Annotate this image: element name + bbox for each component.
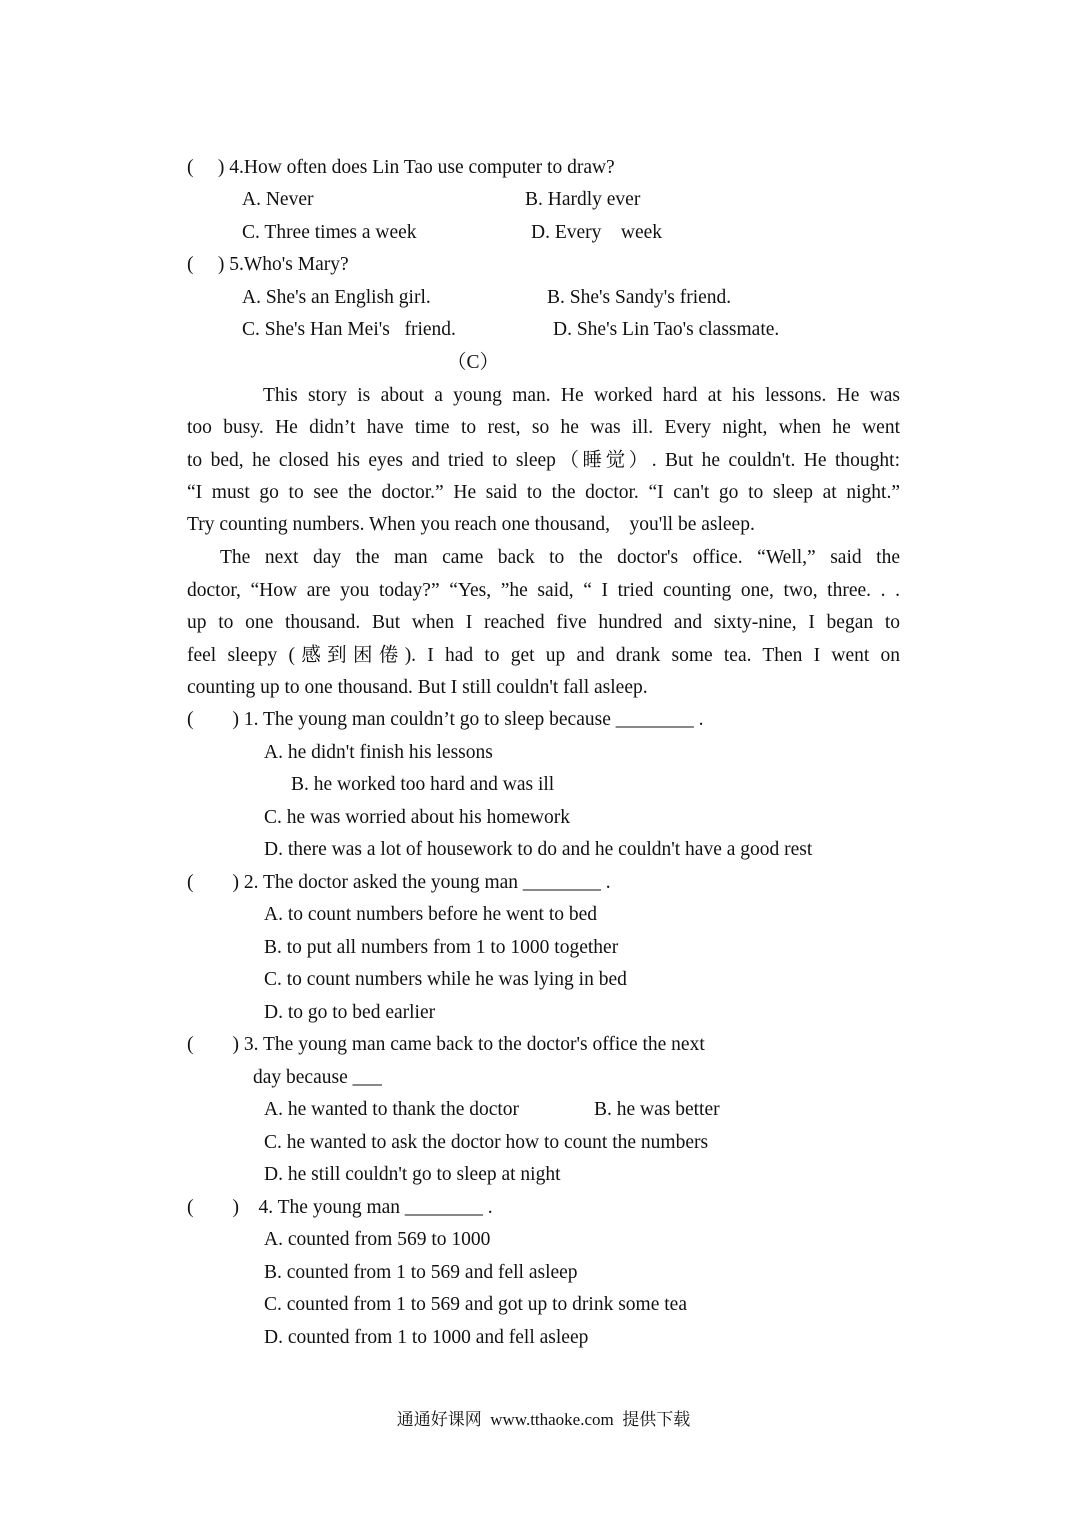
c-q1-option-d: D. there was a lot of housework to do and he couldn't have a good rest — [264, 839, 813, 860]
q4-option-a: A. Never — [242, 189, 314, 210]
q4-option-b: B. Hardly ever — [525, 189, 641, 210]
section-c-heading: （C） — [447, 352, 500, 373]
c-q4-option-a: A. counted from 569 to 1000 — [264, 1229, 491, 1250]
q5-option-b: B. She's Sandy's friend. — [547, 287, 732, 308]
passage-line-2: too busy. He didn’t have time to rest, so he was ill. Every night, when he went — [187, 417, 900, 438]
passage-line-4: “I must go to see the doctor.” He said to the doctor. “I can't go to sleep at night.” — [187, 482, 900, 503]
c-question-2-stem: ( ) 2. The doctor asked the young man ________ . — [187, 872, 611, 893]
c-q3-option-b: B. he was better — [594, 1099, 720, 1120]
c-q4-option-d: D. counted from 1 to 1000 and fell asleep — [264, 1327, 589, 1348]
c-q1-option-c: C. he was worried about his homework — [264, 807, 570, 828]
passage-line-7: doctor, “How are you today?” “Yes, ”he said, “ I tried counting one, two, three. . . — [187, 580, 900, 601]
c-question-4-stem: ( ) 4. The young man ________ . — [187, 1197, 493, 1218]
c-q2-option-d: D. to go to bed earlier — [264, 1002, 436, 1023]
q5-option-a: A. She's an English girl. — [242, 287, 431, 308]
passage-line-9: feel sleepy (感到困倦). I had to get up and drank some tea. Then I went on — [187, 645, 900, 666]
c-q1-option-a: A. he didn't finish his lessons — [264, 742, 493, 763]
passage-line-1: This story is about a young man. He worked hard at his lessons. He was — [263, 385, 900, 406]
passage-line-5: Try counting numbers. When you reach one thousand, you'll be asleep. — [187, 514, 755, 535]
c-q2-option-b: B. to put all numbers from 1 to 1000 together — [264, 937, 619, 958]
passage-line-3: to bed, he closed his eyes and tried to sleep（睡觉）. But he couldn't. He thought: — [187, 450, 900, 471]
c-q3-option-d: D. he still couldn't go to sleep at night — [264, 1164, 561, 1185]
c-q1-option-b: B. he worked too hard and was ill — [291, 774, 555, 795]
q4-option-d: D. Every week — [531, 222, 663, 243]
c-question-3-stem: ( ) 3. The young man came back to the doctor's office the next — [187, 1034, 705, 1055]
c-q2-option-a: A. to count numbers before he went to bed — [264, 904, 598, 925]
c-question-3-stem-cont: day because ___ — [253, 1067, 382, 1088]
question-4-stem: ( ) 4.How often does Lin Tao use computer to draw? — [187, 157, 615, 178]
c-q4-option-c: C. counted from 1 to 569 and got up to drink some tea — [264, 1294, 687, 1315]
page-footer: 通通好课网 www.tthaoke.com 提供下载 — [396, 1410, 691, 1429]
c-q3-option-c: C. he wanted to ask the doctor how to count the numbers — [264, 1132, 709, 1153]
q5-option-d: D. She's Lin Tao's classmate. — [553, 319, 780, 340]
q5-option-c: C. She's Han Mei's friend. — [242, 319, 456, 340]
passage-line-10: counting up to one thousand. But I still couldn't fall asleep. — [187, 677, 648, 698]
q4-option-c: C. Three times a week — [242, 222, 417, 243]
question-5-stem: ( ) 5.Who's Mary? — [187, 254, 349, 275]
passage-line-8: up to one thousand. But when I reached five hundred and sixty-nine, I began to — [187, 612, 900, 633]
c-q3-option-a: A. he wanted to thank the doctor — [264, 1099, 520, 1120]
passage-line-6: The next day the man came back to the doctor's office. “Well,” said the — [220, 547, 900, 568]
c-question-1-stem: ( ) 1. The young man couldn’t go to sleep because ________ . — [187, 709, 704, 730]
c-q2-option-c: C. to count numbers while he was lying in bed — [264, 969, 627, 990]
c-q4-option-b: B. counted from 1 to 569 and fell asleep — [264, 1262, 578, 1283]
